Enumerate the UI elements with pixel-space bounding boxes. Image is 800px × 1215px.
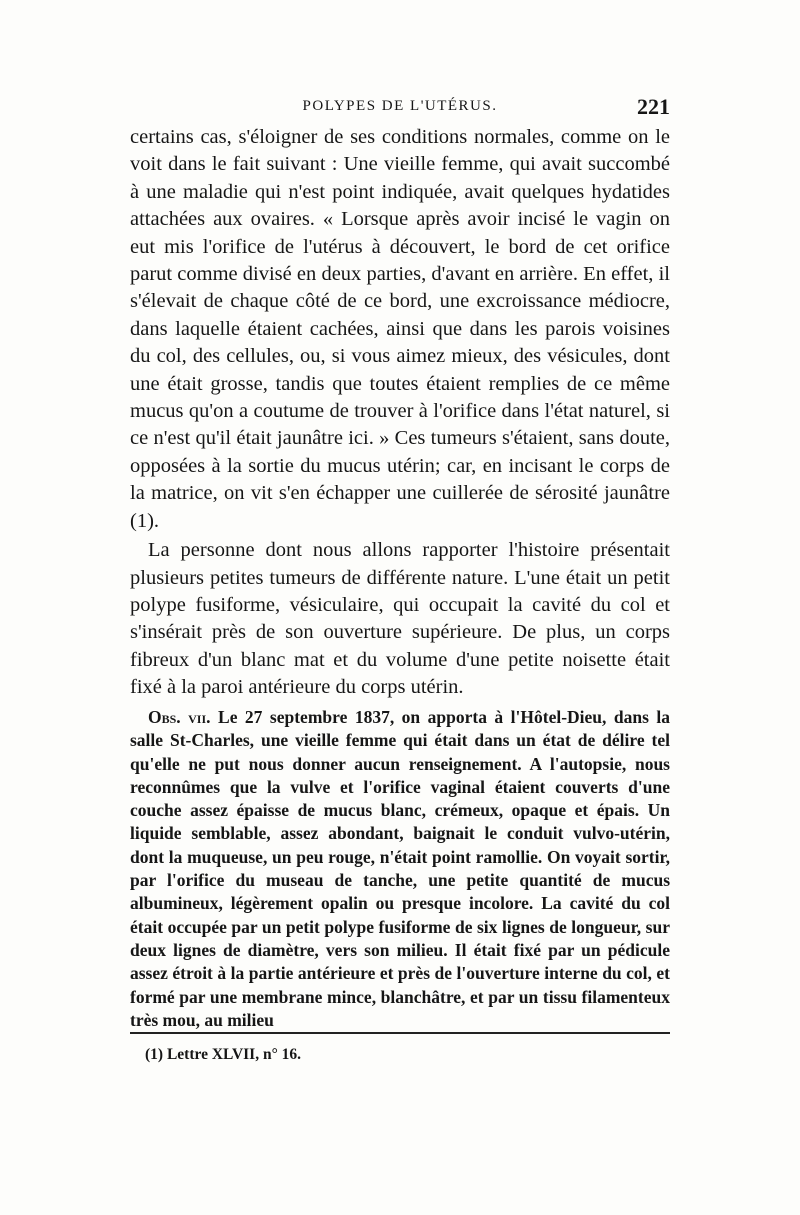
observation-text: Le 27 septembre 1837, on apporta à l'Hôtel-Dieu, dans la salle St-Charles, une vieille femme qui était dans un état de délire tel qu'elle ne put nous donner aucun renseignement. A l'autopsie, nous reconnûmes que la vulve et l'orifice vaginal étaient couverts d'une couche assez épaisse de mucus blanc, crémeux, opaque et épais. Un liquide semblable, assez abondant, baignait le conduit vulvo-utérin, dont la muqueuse, un peu rouge, n'était point ramollie. On voyait sortir, par l'orifice du museau de tanche, une petite quantité de mucus albumineux, légèrement opalin ou presque incolore. La cavité du col était occupée par un petit polype fusiforme de six lignes de longueur, sur deux lignes de diamètre, vers son milieu. Il était fixé par un pédicule assez étroit à la partie antérieure et près de l'ouverture interne du col, et formé par une membrane mince, blanchâtre, et par un tissu filamenteux très mou, au milieu [130, 707, 670, 1030]
footnote-rule [130, 1032, 670, 1034]
main-text [130, 124, 670, 702]
footnote: (1) Lettre XLVII, n° 16. [145, 1046, 302, 1063]
paragraph: certains cas, s'éloigner de ses conditions normales, comme on le voit dans le fait suivant : Une vieille femme, qui avait succombé à une maladie qui n'est point indiquée, avait quelques hydatides attachées aux ovaires. « Lorsque après avoir incisé le vagin on eut mis l'orifice de l'utérus à découvert, le bord de cet orifice parut comme divisé en deux parties, d'avant en arrière. En effet, il s'élevait de chaque côté de ce bord, une excroissance médiocre, dans laquelle étaient cachées, ainsi que dans les parois voisines du col, des cellules, ou, si vous aimez mieux, des vésicules, dont une était grosse, tandis que toutes étaient remplies de ce même mucus qu'on a coutume de trouver à l'orifice dans l'état naturel, si ce n'est qu'il était jaunâtre ici. » Ces tumeurs s'étaient, sans doute, opposées à la sortie du mucus utérin; car, en incisant le corps de la matrice, on vit s'en échapper une cuillerée de sérosité jaunâtre (1). [130, 126, 670, 532]
observation-paragraph [130, 706, 670, 1032]
running-title: POLYPES DE L'UTÉRUS. [302, 98, 498, 114]
observation-block [130, 706, 670, 1032]
page-header [130, 94, 670, 124]
paragraph: La personne dont nous allons rapporter l'histoire présentait plusieurs petites tumeurs de différente nature. L'une était un petit polype fusiforme, vésiculaire, qui occupait la cavité du col et s'insérait près de son ouverture supérieure. De plus, un corps fibreux d'un blanc mat et du volume d'une petite noisette était fixé à la paroi antérieure du corps utérin. [130, 539, 670, 699]
page-number: 221 [637, 94, 670, 119]
observation-label: Obs. vii. [148, 707, 211, 727]
